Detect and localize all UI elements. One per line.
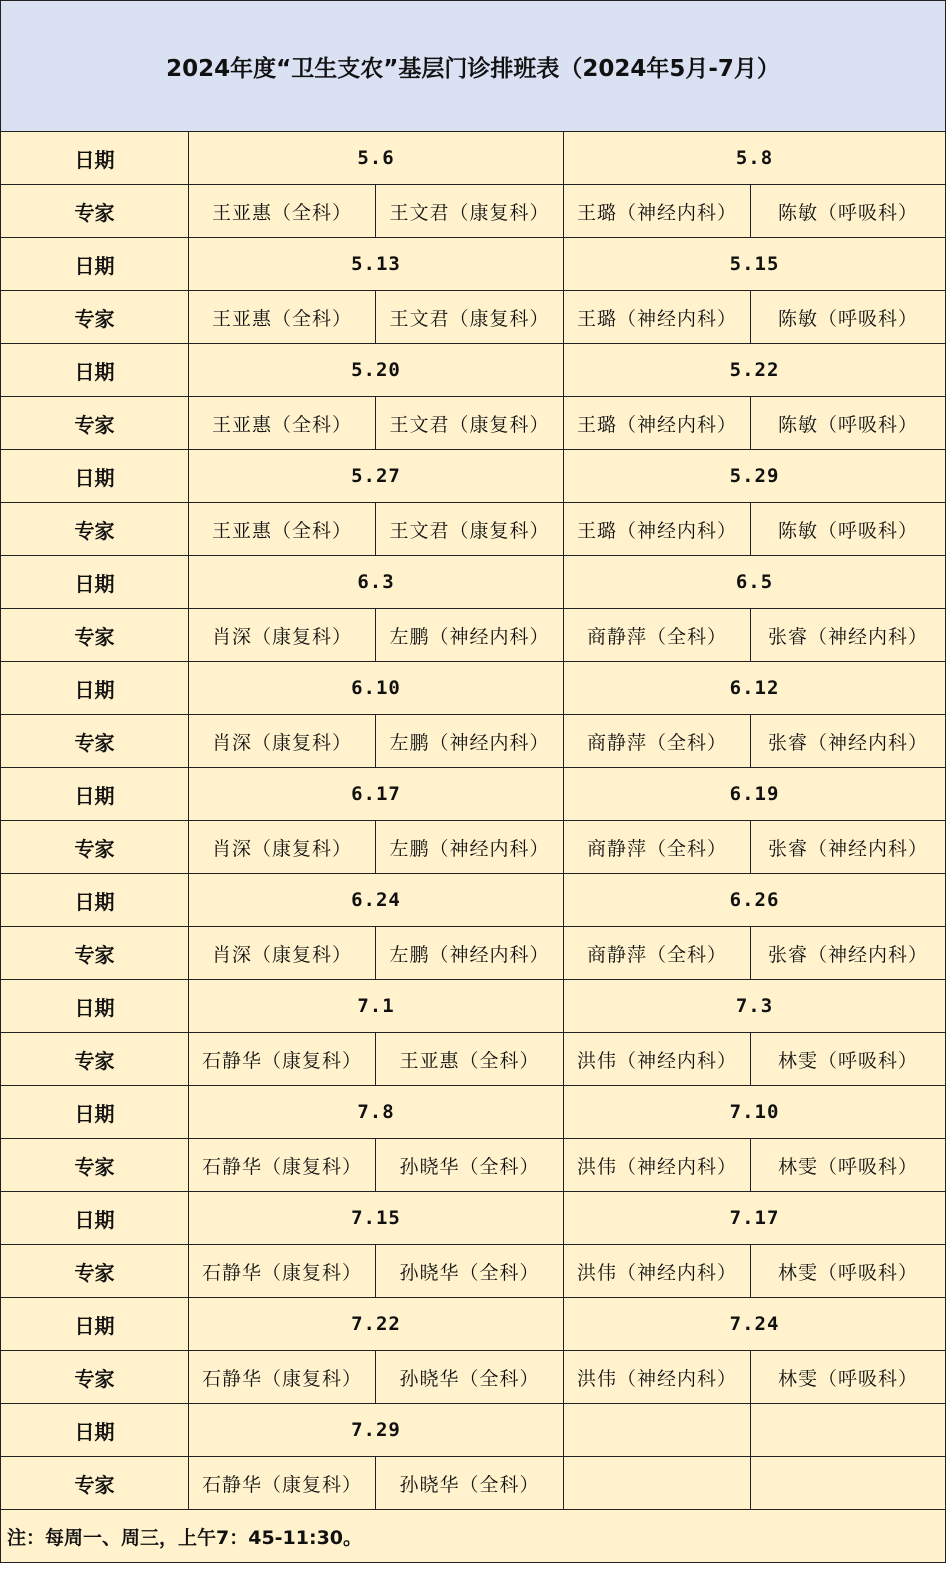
date-cell: 5.22 [564, 344, 946, 397]
expert-cell: 肖深（康复科） [189, 715, 376, 768]
date-row [1, 1192, 946, 1245]
expert-cell: 洪伟（神经内科） [564, 1139, 751, 1192]
date-row [1, 1298, 946, 1351]
expert-cell: 陈敏（呼吸科） [751, 185, 946, 238]
date-cell: 7.8 [189, 1086, 564, 1139]
date-cell: 7.1 [189, 980, 564, 1033]
expert-cell: 王文君（康复科） [376, 503, 564, 556]
date-row [1, 768, 946, 821]
date-cell: 6.19 [564, 768, 946, 821]
expert-row [1, 1457, 946, 1510]
expert-row [1, 927, 946, 980]
expert-label: 专家 [1, 1245, 189, 1298]
date-label: 日期 [1, 1298, 189, 1351]
date-row [1, 238, 946, 291]
expert-cell: 洪伟（神经内科） [564, 1033, 751, 1086]
expert-row [1, 821, 946, 874]
date-label: 日期 [1, 1086, 189, 1139]
date-cell: 7.15 [189, 1192, 564, 1245]
date-label: 日期 [1, 556, 189, 609]
date-row [1, 980, 946, 1033]
expert-cell: 陈敏（呼吸科） [751, 291, 946, 344]
expert-label: 专家 [1, 609, 189, 662]
expert-label: 专家 [1, 1139, 189, 1192]
expert-cell: 王亚惠（全科） [189, 185, 376, 238]
expert-cell: 肖深（康复科） [189, 821, 376, 874]
expert-cell: 林雯（呼吸科） [751, 1351, 946, 1404]
expert-cell: 石静华（康复科） [189, 1457, 376, 1510]
empty-cell [751, 1404, 946, 1457]
date-cell: 5.20 [189, 344, 564, 397]
expert-row [1, 715, 946, 768]
date-cell: 7.3 [564, 980, 946, 1033]
expert-label: 专家 [1, 715, 189, 768]
expert-row [1, 1245, 946, 1298]
date-cell: 5.27 [189, 450, 564, 503]
date-cell: 6.26 [564, 874, 946, 927]
expert-cell: 孙晓华（全科） [376, 1457, 564, 1510]
date-label: 日期 [1, 450, 189, 503]
expert-row [1, 1351, 946, 1404]
date-cell: 5.29 [564, 450, 946, 503]
expert-row [1, 1033, 946, 1086]
date-label: 日期 [1, 238, 189, 291]
expert-cell: 商静萍（全科） [564, 609, 751, 662]
date-cell: 5.13 [189, 238, 564, 291]
date-row [1, 874, 946, 927]
date-row [1, 1086, 946, 1139]
date-cell: 6.10 [189, 662, 564, 715]
date-label: 日期 [1, 768, 189, 821]
date-row [1, 344, 946, 397]
expert-cell: 洪伟（神经内科） [564, 1245, 751, 1298]
expert-label: 专家 [1, 503, 189, 556]
date-row [1, 662, 946, 715]
expert-label: 专家 [1, 185, 189, 238]
empty-cell [751, 1457, 946, 1510]
date-cell: 6.5 [564, 556, 946, 609]
date-label: 日期 [1, 980, 189, 1033]
date-row [1, 132, 946, 185]
expert-cell: 王亚惠（全科） [376, 1033, 564, 1086]
table-title: 2024年度“卫生支农”基层门诊排班表（2024年5月-7月） [1, 1, 946, 132]
date-label: 日期 [1, 1404, 189, 1457]
expert-cell: 商静萍（全科） [564, 821, 751, 874]
expert-label: 专家 [1, 1033, 189, 1086]
expert-label: 专家 [1, 927, 189, 980]
expert-row [1, 291, 946, 344]
date-cell: 6.24 [189, 874, 564, 927]
date-cell: 6.3 [189, 556, 564, 609]
expert-cell: 王亚惠（全科） [189, 397, 376, 450]
date-label: 日期 [1, 1192, 189, 1245]
expert-cell: 林雯（呼吸科） [751, 1033, 946, 1086]
expert-cell: 王文君（康复科） [376, 397, 564, 450]
date-label: 日期 [1, 662, 189, 715]
date-cell: 6.12 [564, 662, 946, 715]
expert-cell: 左鹏（神经内科） [376, 609, 564, 662]
expert-cell: 王璐（神经内科） [564, 503, 751, 556]
expert-label: 专家 [1, 1351, 189, 1404]
expert-row [1, 609, 946, 662]
date-cell: 7.17 [564, 1192, 946, 1245]
expert-cell: 陈敏（呼吸科） [751, 397, 946, 450]
expert-cell: 石静华（康复科） [189, 1351, 376, 1404]
expert-cell: 王文君（康复科） [376, 291, 564, 344]
date-row [1, 450, 946, 503]
expert-cell: 孙晓华（全科） [376, 1351, 564, 1404]
expert-label: 专家 [1, 821, 189, 874]
expert-cell: 肖深（康复科） [189, 609, 376, 662]
expert-cell: 石静华（康复科） [189, 1245, 376, 1298]
empty-cell [564, 1404, 751, 1457]
expert-label: 专家 [1, 1457, 189, 1510]
expert-label: 专家 [1, 291, 189, 344]
date-cell: 6.17 [189, 768, 564, 821]
date-row [1, 1404, 946, 1457]
expert-cell: 孙晓华（全科） [376, 1245, 564, 1298]
expert-cell: 左鹏（神经内科） [376, 927, 564, 980]
expert-cell: 王璐（神经内科） [564, 291, 751, 344]
expert-cell: 肖深（康复科） [189, 927, 376, 980]
date-row [1, 556, 946, 609]
expert-cell: 石静华（康复科） [189, 1139, 376, 1192]
expert-cell: 左鹏（神经内科） [376, 821, 564, 874]
expert-cell: 王亚惠（全科） [189, 503, 376, 556]
expert-row [1, 503, 946, 556]
expert-cell: 王文君（康复科） [376, 185, 564, 238]
expert-cell: 张睿（神经内科） [751, 609, 946, 662]
expert-cell: 王璐（神经内科） [564, 397, 751, 450]
note-row [1, 1510, 946, 1563]
expert-cell: 张睿（神经内科） [751, 715, 946, 768]
expert-cell: 林雯（呼吸科） [751, 1245, 946, 1298]
date-label: 日期 [1, 344, 189, 397]
expert-cell: 孙晓华（全科） [376, 1139, 564, 1192]
expert-cell: 左鹏（神经内科） [376, 715, 564, 768]
expert-cell: 陈敏（呼吸科） [751, 503, 946, 556]
date-cell: 5.6 [189, 132, 564, 185]
expert-cell: 张睿（神经内科） [751, 821, 946, 874]
expert-label: 专家 [1, 397, 189, 450]
date-cell: 5.8 [564, 132, 946, 185]
date-cell: 7.10 [564, 1086, 946, 1139]
expert-cell: 商静萍（全科） [564, 927, 751, 980]
date-label: 日期 [1, 874, 189, 927]
date-cell: 7.29 [189, 1404, 564, 1457]
expert-cell: 张睿（神经内科） [751, 927, 946, 980]
date-cell: 7.22 [189, 1298, 564, 1351]
date-cell: 7.24 [564, 1298, 946, 1351]
expert-row [1, 397, 946, 450]
expert-row [1, 1139, 946, 1192]
expert-row [1, 185, 946, 238]
expert-cell: 洪伟（神经内科） [564, 1351, 751, 1404]
empty-cell [564, 1457, 751, 1510]
expert-cell: 王亚惠（全科） [189, 291, 376, 344]
expert-cell: 石静华（康复科） [189, 1033, 376, 1086]
date-cell: 5.15 [564, 238, 946, 291]
expert-cell: 王璐（神经内科） [564, 185, 751, 238]
expert-cell: 商静萍（全科） [564, 715, 751, 768]
date-label: 日期 [1, 132, 189, 185]
schedule-note: 注：每周一、周三，上午7：45-11:30。 [1, 1510, 946, 1563]
expert-cell: 林雯（呼吸科） [751, 1139, 946, 1192]
